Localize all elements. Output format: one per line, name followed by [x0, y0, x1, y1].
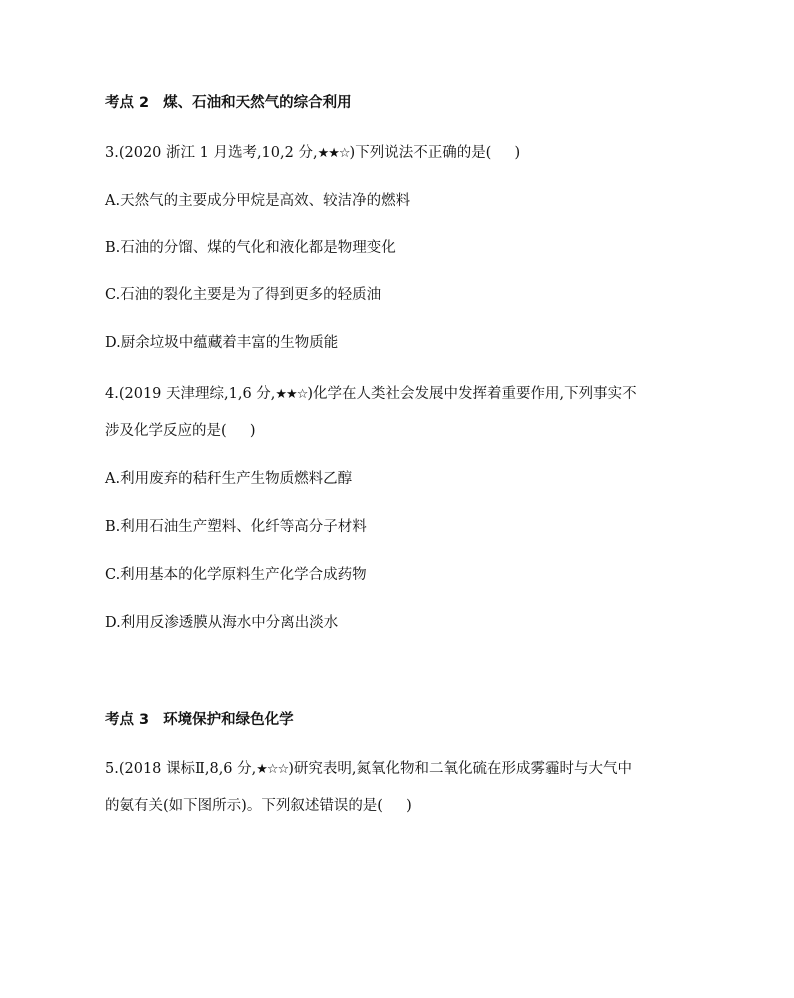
question-4-stem-line2	[105, 421, 705, 441]
question-5-stem	[105, 759, 705, 780]
question-3-stem	[105, 143, 705, 164]
question-4-option-d: D.利用反渗透膜从海水中分离出淡水	[105, 615, 339, 631]
question-4-option-c: C.利用基本的化学原料生产化学合成药物	[105, 567, 367, 583]
question-source: 4.(2019 天津理综,1,6 分,	[105, 386, 276, 402]
difficulty-stars: ★☆☆	[256, 762, 289, 777]
answer-paren-close: )	[406, 798, 412, 814]
question-source: 3.(2020 浙江 1 月选考,10,2 分,	[105, 145, 318, 161]
section-title: 煤、石油和天然气的综合利用	[163, 95, 352, 111]
question-text: 涉及化学反应的是(	[105, 423, 227, 439]
section-label: 考点 3	[105, 712, 150, 728]
question-5-stem-line2	[105, 796, 705, 816]
question-4-option-b: B.利用石油生产塑料、化纤等高分子材料	[105, 519, 367, 535]
answer-paren-close: )	[514, 145, 521, 161]
section-label: 考点 2	[105, 95, 150, 111]
question-text: 的氨有关(如下图所示)。下列叙述错误的是(	[105, 798, 383, 814]
question-4-stem	[105, 384, 705, 405]
question-text: )研究表明,氮氧化物和二氧化硫在形成雾霾时与大气中	[288, 761, 632, 777]
question-4-option-a: A.利用废弃的秸秆生产生物质燃料乙醇	[105, 471, 353, 487]
question-3-option-d: D.厨余垃圾中蕴藏着丰富的生物质能	[105, 335, 339, 351]
section-heading-3	[105, 710, 705, 730]
answer-paren-close: )	[249, 423, 256, 439]
question-text: )化学在人类社会发展中发挥着重要作用,下列事实不	[307, 386, 637, 402]
question-text: )下列说法不正确的是(	[349, 145, 492, 161]
section-title: 环境保护和绿色化学	[163, 712, 294, 728]
question-3-option-b: B.石油的分馏、煤的气化和液化都是物理变化	[105, 240, 396, 256]
question-3-option-c: C.石油的裂化主要是为了得到更多的轻质油	[105, 287, 382, 303]
difficulty-stars: ★★☆	[275, 387, 308, 402]
question-3-option-a: A.天然气的主要成分甲烷是高效、较洁净的燃料	[105, 193, 411, 209]
question-source: 5.(2018 课标Ⅱ,8,6 分,	[105, 761, 257, 777]
section-heading-2	[105, 93, 705, 113]
difficulty-stars: ★★☆	[317, 146, 350, 161]
